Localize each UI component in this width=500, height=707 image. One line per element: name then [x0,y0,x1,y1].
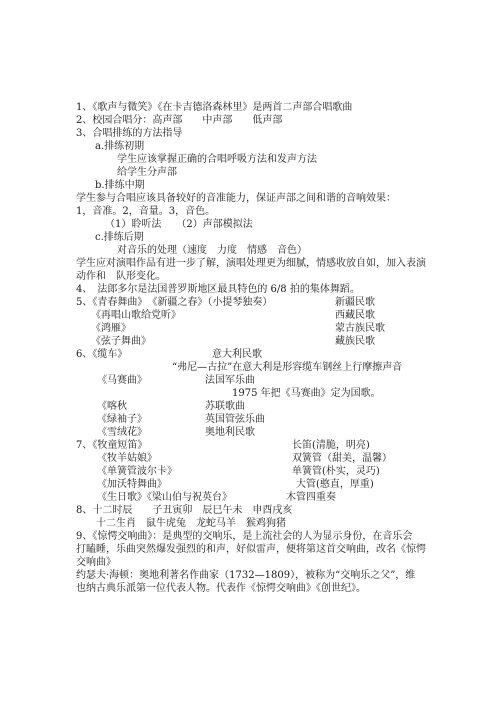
line-30-left: 《加沃特舞曲》 [97,479,167,490]
line-2: 2、校园合唱分：高声部 中声部 低声部 [76,115,283,126]
line-14: 动作和 队形变化。 [76,271,166,282]
line-11: c.排练后期 [95,232,144,243]
line-19-right: 藏族民歌 [335,336,375,347]
line-15: 4、 法郎多尔是法国普罗斯地区最具特色的 6/8 拍的集体舞蹈。 [76,284,360,295]
line-21: “弗尼—古拉”在意大利是形容缆车钢丝上行摩擦声音 [172,362,403,373]
line-16-right: 新疆民歌 [335,297,375,308]
line-27-left: 7、《牧童短笛》 [76,440,148,451]
line-18-right: 蒙古族民歌 [335,323,385,334]
line-22-left: 《马赛曲》 [97,375,147,386]
line-29-left: 《单簧管波尔卡》 [97,466,177,477]
line-25-right: 英国管弦乐曲 [205,414,265,425]
line-30-right: 大管(憨直，厚重) [296,479,374,490]
line-31-left: 《生日歌》《梁山伯与祝英台》 [97,492,232,503]
line-35: 打瞌睡，乐曲突然爆发强烈的和声，好似雷声，便将第这首交响曲，改名《惊愕 [76,544,426,555]
line-17-right: 西藏民歌 [335,310,375,321]
line-28-right: 双簧管（甜美，温馨） [292,453,392,464]
line-12: 对音乐的处理（速度 力度 情感 音色） [117,245,307,256]
line-28-left: 《牧羊姑娘》 [97,453,157,464]
line-16-left: 5、《青春舞曲》 《新疆之春》（小提琴独奏） [76,297,273,308]
line-25-left: 《绿袖子》 [97,414,147,425]
line-6: 给学生分声部 [117,167,177,178]
line-26-left: 《雪绒花》 [97,427,147,438]
line-24-right: 苏联歌曲 [205,401,245,412]
line-10: （1）聆听法 （2）声部模拟法 [105,219,253,230]
line-33: 十二生肖 鼠牛虎兔 龙蛇马羊 猴鸡狗猪 [96,518,286,529]
line-23: 1975 年把《马赛曲》定为国歌。 [232,388,381,399]
line-22-right: 法国军乐曲 [205,375,255,386]
line-20-left: 6、《缆车》 [76,349,128,360]
line-29-right: 单簧管(朴实，灵巧) [292,466,380,477]
line-36: 交响曲》 [76,557,116,568]
line-4: a.排练初期 [95,141,145,152]
line-27-right: 长笛(清脆，明亮) [292,440,370,451]
line-31-right: 木管四重奏 [286,492,336,503]
line-19-left: 《弦子舞曲》 [91,336,151,347]
line-20-right: 意大利民歌 [212,349,262,360]
line-3: 3、合唱排练的方法指导 [76,128,183,139]
line-26-right: 奥地利民歌 [205,427,255,438]
line-1: 1、《歌声与微笑》《在卡吉德洛森林里》是两首二声部合唱歌曲 [76,102,353,113]
line-17-left: 《再唱山歌给党听》 [91,310,181,321]
line-38: 也纳古典乐派第一位代表人物。代表作《惊愕交响曲》《创世纪》。 [76,583,366,594]
line-5: 学生应该掌握正确的合唱呼吸方法和发声方法 [117,154,317,165]
line-13: 学生应对演唱作品有进一步了解，演唱处理更为细腻，情感收放自如，加入表演 [76,258,426,269]
line-8: 学生参与合唱应该具备较好的音准能力，保证声部之间和谐的音响效果： [76,193,396,204]
line-34: 9、《惊愕交响曲》：是典型的交响乐，是上流社会的人为显示身份，在音乐会 [76,531,413,542]
line-37: 约瑟夫·海顿：奥地利著名作曲家（1732—1809），被称为“交响乐之父”，维 [76,570,416,581]
line-18-left: 《鸿雁》 [91,323,131,334]
line-24-left: 《喀秋 [97,401,127,412]
line-9: 1，音准。2，音量。3，音色。 [76,206,216,217]
line-32: 8、十二时辰 子丑寅卯 辰巳午未 申酉戌亥 [76,505,293,516]
line-7: b.排练中期 [95,180,145,191]
